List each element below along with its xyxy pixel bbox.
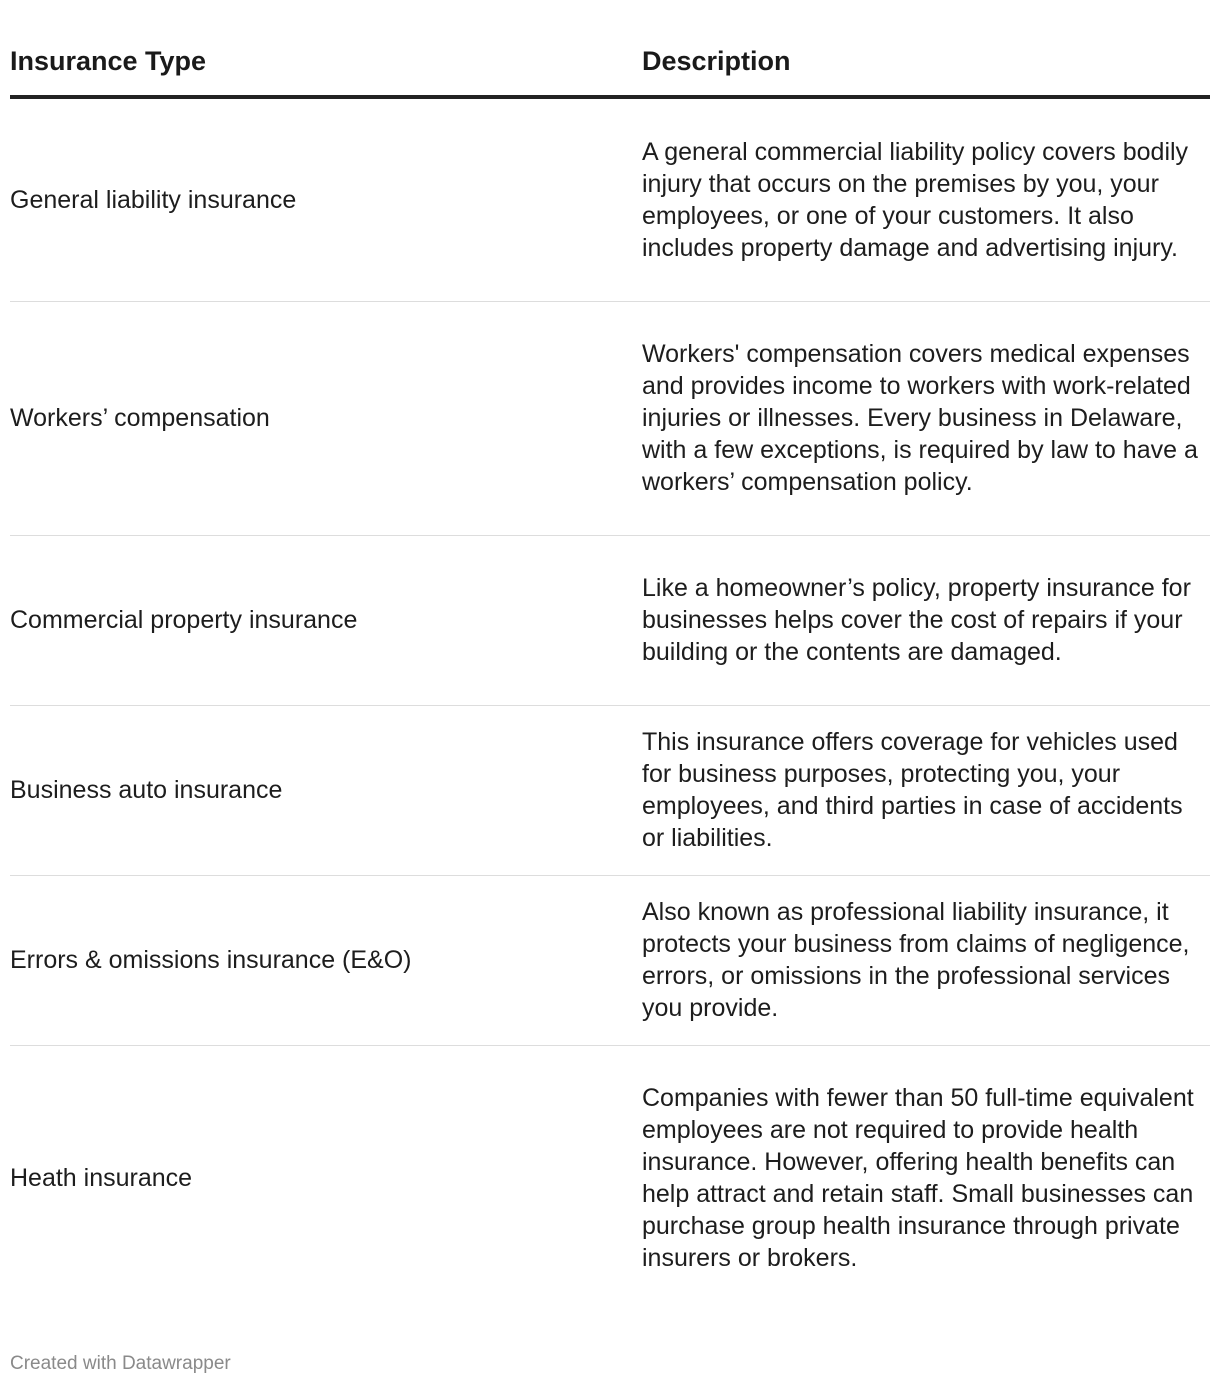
table-row [10,301,1210,535]
datawrapper-credit[interactable]: Created with Datawrapper [10,1353,231,1374]
table-row [10,1045,1210,1311]
cell-description: Companies with fewer than 50 full-time equivalent employees are not required to provide health insurance. However, offering health benefits can help attract and retain staff. Small businesses can purchase group health insurance through private insurers or brokers. [642,1084,1194,1273]
insurance-table [10,0,1210,1311]
cell-insurance-type: Commercial property insurance [10,535,642,705]
header-description[interactable]: Description [642,0,1210,97]
cell-insurance-type: Errors & omissions insurance (E&O) [10,875,642,1045]
cell-description: A general commercial liability policy covers bodily injury that occurs on the premises by you, your employees, or one of your customers. It also includes property damage and advertising injury. [642,97,1210,301]
cell-description: Also known as professional liability insurance, it protects your business from claims of negligence, errors, or omissions in the professional services you provide. [642,875,1210,1045]
table-row [10,535,1210,705]
table-row [10,705,1210,875]
table-row [10,97,1210,301]
cell-insurance-type: Business auto insurance [10,705,642,875]
cell-insurance-type: Workers’ compensation [10,301,642,535]
cell-insurance-type: Heath insurance [10,1164,193,1193]
cell-description: Like a homeowner’s policy, property insurance for businesses helps cover the cost of repairs if your building or the contents are damaged. [642,535,1210,705]
cell-description: Workers' compensation covers medical expenses and provides income to workers with work-related injuries or illnesses. Every business in Delaware, with a few exceptions, is required by law to have a workers’ compensation policy. [642,301,1210,535]
datawrapper-table-container [10,0,1210,1311]
cell-description: This insurance offers coverage for vehicles used for business purposes, protecting you, your employees, and third parties in case of accidents or liabilities. [642,705,1210,875]
table-row [10,875,1210,1045]
cell-insurance-type: General liability insurance [10,97,642,301]
header-row [10,0,1210,97]
header-insurance-type[interactable]: Insurance Type [10,0,642,97]
